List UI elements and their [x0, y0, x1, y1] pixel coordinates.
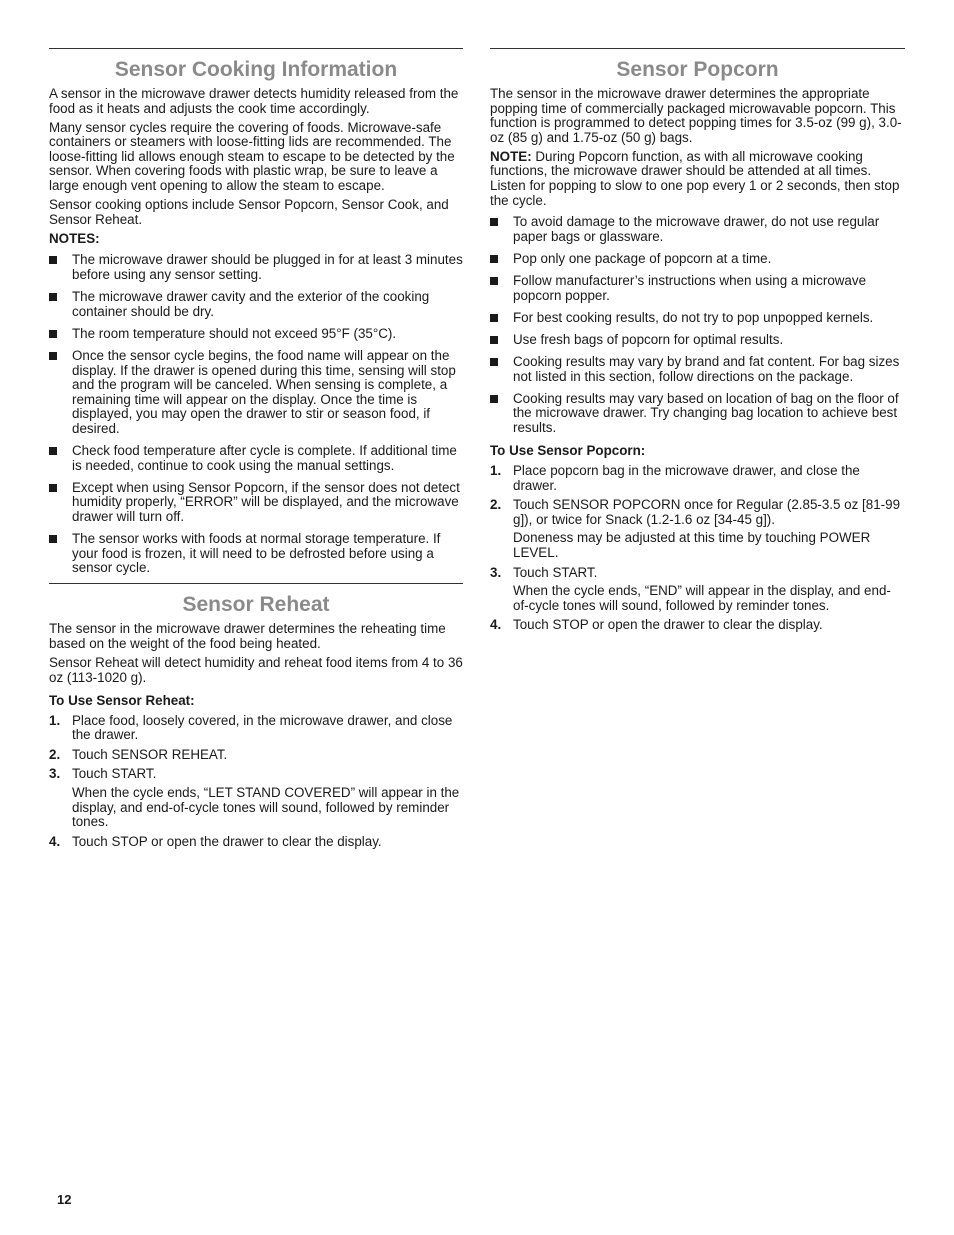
tip-text: Follow manufacturer’s instructions when using a microwave popcorn popper. [513, 273, 867, 303]
popcorn-steps [490, 464, 905, 633]
note-text: The sensor works with foods at normal storage temperature. If your food is frozen, it will need to be defrosted before using a sensor cycle. [72, 530, 441, 576]
step-item [490, 566, 905, 614]
note-label: NOTE: [490, 148, 532, 164]
square-bullet-icon [49, 256, 57, 264]
step-text: Place food, loosely covered, in the microwave drawer, and close the drawer. [72, 712, 453, 743]
tip-item [490, 274, 905, 303]
reheat-paragraph-1: The sensor in the microwave drawer determines the reheating time based on the weight of the food being heated. [49, 621, 446, 651]
tip-text: Cooking results may vary based on location of bag on the floor of the microwave drawer. Try changing bag location to achieve best results. [513, 390, 899, 435]
tip-text: To avoid damage to the microwave drawer, do not use regular paper bags or glassware. [513, 214, 880, 244]
note-item [49, 290, 463, 319]
step-item [49, 714, 463, 743]
square-bullet-icon [49, 293, 57, 301]
step-number: 2. [49, 746, 61, 762]
square-bullet-icon [490, 395, 498, 403]
cooking-paragraph-3: Sensor cooking options include Sensor Popcorn, Sensor Cook, and Sensor Reheat. [49, 197, 449, 227]
note-item [49, 532, 463, 576]
step-item [490, 618, 905, 633]
left-column [49, 48, 463, 854]
square-bullet-icon [49, 484, 57, 492]
square-bullet-icon [49, 330, 57, 338]
note-body: During Popcorn function, as with all microwave cooking functions, the microwave drawer should be attended at all times. Listen for popping to slow to one pop every 1 or 2 seconds, then stop the cycle. [490, 148, 900, 208]
tip-item [490, 311, 905, 326]
square-bullet-icon [49, 535, 57, 543]
step-number: 4. [490, 617, 502, 633]
tip-text: Pop only one package of popcorn at a time. [513, 250, 772, 266]
notes-list [49, 253, 463, 575]
popcorn-tips-list [490, 215, 905, 435]
square-bullet-icon [490, 255, 498, 263]
step-number: 2. [490, 497, 502, 513]
tip-item [490, 333, 905, 348]
cooking-paragraph-1: A sensor in the microwave drawer detects humidity released from the food as it heats and adjusts the cook time accordingly. [49, 86, 459, 116]
sensor-reheat-heading: Sensor Reheat [182, 593, 330, 617]
square-bullet-icon [490, 314, 498, 322]
step-number: 3. [490, 564, 502, 580]
step-item [490, 464, 905, 493]
section-divider [49, 48, 463, 49]
step-detail: When the cycle ends, “END” will appear in the display, and end-of-cycle tones will sound, followed by reminder tones. [513, 583, 891, 613]
tip-text: Use fresh bags of popcorn for optimal results. [513, 331, 784, 347]
square-bullet-icon [490, 336, 498, 344]
sensor-popcorn-heading: Sensor Popcorn [616, 58, 779, 81]
tip-item [490, 252, 905, 267]
step-text: Place popcorn bag in the microwave drawer, and close the drawer. [513, 462, 860, 493]
section-divider [49, 583, 463, 584]
step-item [49, 748, 463, 763]
reheat-paragraph-2: Sensor Reheat will detect humidity and reheat food items from 4 to 36 oz (113-1020 g). [49, 654, 463, 685]
tip-item [490, 392, 905, 436]
step-text: Touch STOP or open the drawer to clear the display. [513, 617, 823, 633]
square-bullet-icon [49, 352, 57, 360]
step-text: Touch SENSOR POPCORN once for Regular (2.85-3.5 oz [81-99 g]), or twice for Snack (1.2-1.6 oz [34-45 g]). [513, 497, 901, 527]
step-text: Touch SENSOR REHEAT. [72, 746, 228, 762]
note-item [49, 444, 463, 473]
note-text: Check food temperature after cycle is complete. If additional time is needed, continue to cook using the manual settings. [72, 442, 457, 473]
step-number: 3. [49, 766, 61, 782]
square-bullet-icon [490, 358, 498, 366]
step-detail: Doneness may be adjusted at this time by touching POWER LEVEL. [513, 530, 871, 560]
tip-item [490, 215, 905, 244]
step-item [49, 835, 463, 850]
sensor-cooking-heading: Sensor Cooking Information [114, 58, 398, 81]
tip-item [490, 355, 905, 384]
popcorn-paragraph-1: The sensor in the microwave drawer determines the appropriate popping time of commercially packaged microwavable popcorn. This function is programmed to detect popping times for 3.5-oz (99 g), 3.0-oz (85 g) and 1.75-oz (50 g) bags. [490, 86, 902, 145]
note-text: The microwave drawer should be plugged in for at least 3 minutes before using any sensor setting. [72, 252, 463, 283]
step-item [490, 498, 905, 560]
step-text: Touch STOP or open the drawer to clear the display. [72, 833, 382, 849]
note-text: Except when using Sensor Popcorn, if the sensor does not detect humidity properly, “ERROR” will be displayed, and the microwave drawer will turn off. [72, 479, 460, 524]
note-item [49, 481, 463, 525]
section-divider [490, 48, 905, 49]
tip-text: For best cooking results, do not try to pop unpopped kernels. [513, 309, 874, 325]
tip-text: Cooking results may vary by brand and fat content. For bag sizes not listed in this section, follow directions on the package. [513, 353, 900, 384]
note-item [49, 327, 463, 342]
step-number: 1. [490, 462, 502, 478]
step-item [49, 767, 463, 829]
square-bullet-icon [49, 447, 57, 455]
square-bullet-icon [490, 277, 498, 285]
notes-label: NOTES: [49, 230, 100, 246]
note-text: The room temperature should not exceed 95°F (35°C). [72, 325, 397, 341]
note-text: Once the sensor cycle begins, the food name will appear on the display. If the drawer is opened during this time, sensing will stop and the program will be canceled. When sensing is complete, a remaining time will appear on the display. Once the time is displayed, you may open the drawer to stir or season food, if desired. [72, 347, 456, 436]
note-item [49, 349, 463, 437]
reheat-steps [49, 714, 463, 850]
step-number: 1. [49, 712, 61, 728]
square-bullet-icon [490, 218, 498, 226]
right-column [490, 48, 905, 638]
popcorn-instructions-label: To Use Sensor Popcorn: [490, 443, 646, 459]
step-text: Touch START. [72, 766, 157, 782]
step-number: 4. [49, 833, 61, 849]
note-text: The microwave drawer cavity and the exterior of the cooking container should be dry. [72, 289, 430, 319]
page-number: 12 [57, 1192, 72, 1207]
reheat-instructions-label: To Use Sensor Reheat: [49, 693, 195, 709]
popcorn-note [490, 150, 905, 208]
step-detail: When the cycle ends, “LET STAND COVERED” will appear in the display, and end-of-cycle tones will sound, followed by reminder tones. [72, 785, 460, 830]
step-text: Touch START. [513, 564, 598, 580]
cooking-paragraph-2: Many sensor cycles require the covering of foods. Microwave-safe containers or steamers with loose-fitting lids are recommended. The loose-fitting lid allows enough steam to escape to be detected by the sensor. When covering foods with plastic wrap, be sure to leave a large enough vent opening to allow the steam to escape. [49, 119, 455, 194]
note-item [49, 253, 463, 282]
